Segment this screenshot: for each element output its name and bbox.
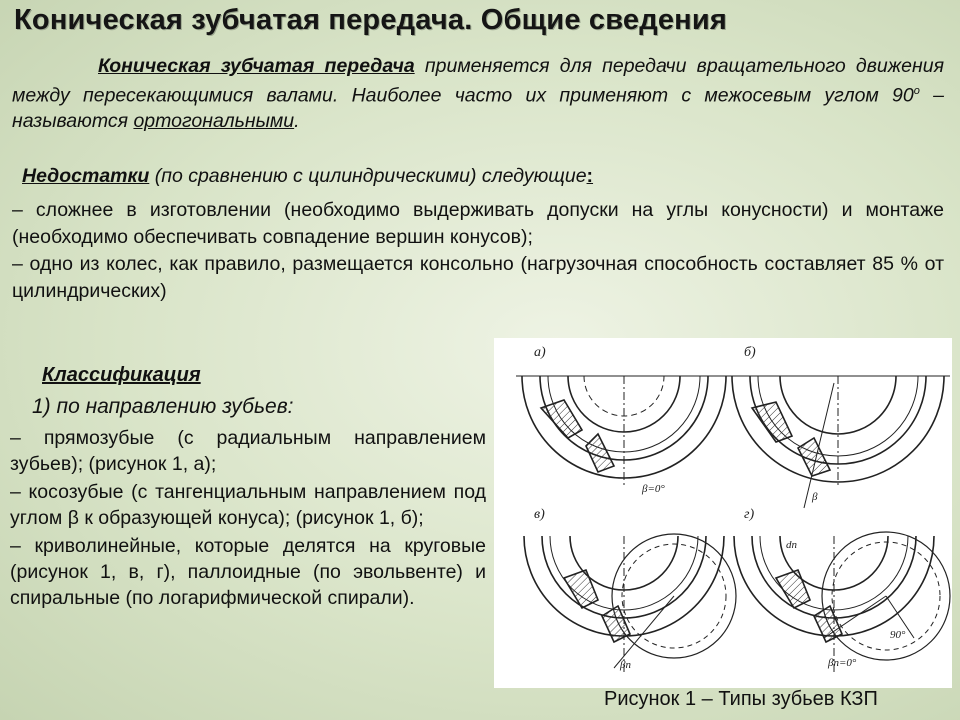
list-item: – криволинейные, которые делятся на круговые (рисунок 1, в, г), паллоидные (по эвольвенте) и спиральные (по логарифмической спирали). [10, 535, 486, 609]
intro-text-1: применяется для передачи вращательного движения между пересекающимися валами. Наиболее часто их применяют с межосевым углом 90 [12, 55, 944, 107]
panel-label-b: б) [744, 345, 756, 360]
disadvantages-heading-line [22, 163, 942, 189]
disadvantages-list [12, 197, 944, 305]
panel-c-gear [524, 534, 736, 673]
panel-label-c: в) [534, 507, 545, 522]
classification-subheading: 1) по направлению зубьев: [32, 395, 294, 418]
panel-label-a: а) [534, 345, 546, 360]
figure-caption: Рисунок 1 – Типы зубьев КЗП [604, 688, 878, 710]
angle-90-label: 90° [890, 629, 906, 641]
disadvantages-heading: Недостатки [22, 165, 150, 187]
list-item: – одно из колес, как правило, размещается консольно (нагрузочная способность составляет 85 % от цилиндрических) [12, 253, 944, 302]
panel-a-gear [516, 376, 732, 488]
panel-d-gear [734, 532, 950, 673]
page-title: Коническая зубчатая передача. Общие сведения [14, 4, 728, 36]
list-item: – сложнее в изготовлении (необходимо выдерживать допуски на углы конусности) и монтаже (необходимо обеспечивать совпадение вершин конусов); [12, 199, 944, 248]
disadvantages-subtitle: (по сравнению с цилиндрическими) следующие [149, 165, 587, 187]
panel-b-gear [726, 376, 950, 508]
classification-list [10, 425, 486, 613]
tooth-types-drawing [494, 338, 952, 688]
beta-a-label: β=0° [642, 483, 665, 495]
panel-label-d: г) [744, 507, 755, 522]
beta-c-label: βп [620, 659, 631, 671]
orthogonal-term: ортогональными [133, 109, 295, 132]
intro-lead: Коническая зубчатая передача [98, 55, 415, 77]
list-item: – косозубые (с тангенциальным направлением под углом β к образующей конуса); (рисунок 1, б); [10, 481, 486, 529]
dn-label: dп [786, 539, 797, 551]
degree-mark: о [913, 85, 920, 97]
classification-heading: Классификация [42, 364, 201, 386]
list-item: – прямозубые (с радиальным направлением зубьев); (рисунок 1, а); [10, 427, 486, 475]
intro-end: . [294, 109, 300, 132]
disadvantages-colon: : [586, 165, 594, 187]
intro-text-2: – называются [12, 84, 944, 132]
beta-d-label: βп=0° [828, 657, 857, 669]
intro-paragraph [12, 54, 944, 134]
beta-b-label: β [812, 491, 818, 503]
tooth-types-figure [494, 338, 952, 688]
